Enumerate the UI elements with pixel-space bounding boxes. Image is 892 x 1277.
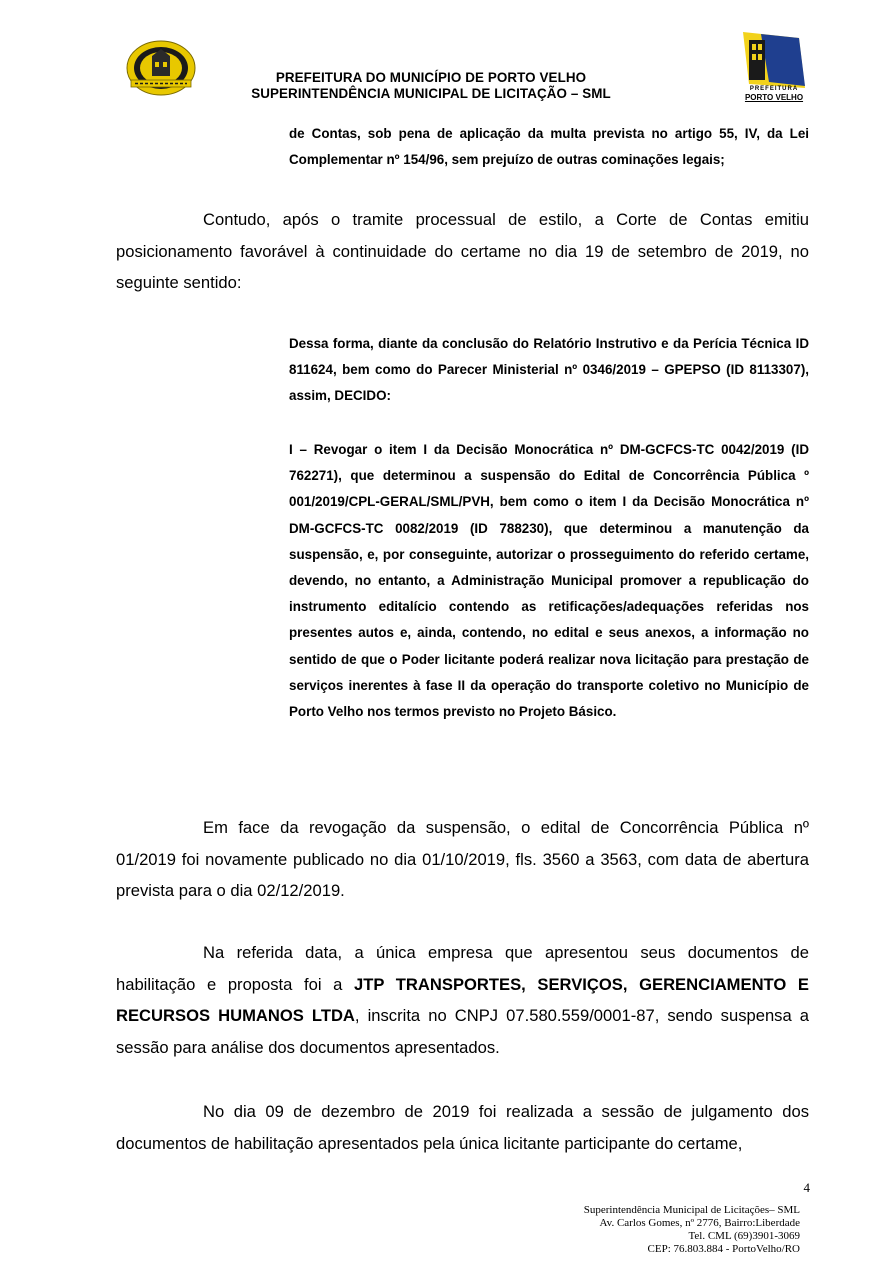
footer-address bbox=[480, 1204, 800, 1256]
paragraph-na-referida-text bbox=[116, 937, 809, 1063]
quote-dessa-forma-text: Dessa forma, diante da conclusão do Relatório Instrutivo e da Perícia Técnica ID 811624, bem como do Parecer Ministerial nº 0346/2019 – GPEPSO (ID 8113307), assim, DECIDO: bbox=[289, 336, 809, 404]
paragraph-em-face-text: Em face da revogação da suspensão, o edital de Concorrência Pública nº 01/2019 foi novamente publicado no dia 01/10/2019, fls. 3560 a 3563, com data de abertura prevista para o dia 02/12/2019. bbox=[116, 818, 809, 900]
paragraph-na-referida-after: , inscrita no CNPJ 07.580.559/0001-87, sendo suspensa a sessão para análise dos documentos apresentados. bbox=[116, 1006, 809, 1057]
footer-line-cep: CEP: 76.803.884 - PortoVelho/RO bbox=[647, 1243, 800, 1255]
company-name: JTP TRANSPORTES, SERVIÇOS, GERENCIAMENTO E RECURSOS HUMANOS LTDA bbox=[116, 974, 809, 1025]
quote-dessa-forma bbox=[289, 331, 809, 410]
paragraph-contudo bbox=[116, 204, 809, 299]
quote-continuation-text: de Contas, sob pena de aplicação da multa prevista no artigo 55, IV, da Lei Complementar nº 154/96, sem prejuízo de outras cominações legais; bbox=[289, 126, 809, 168]
paragraph-no-dia bbox=[116, 1096, 809, 1159]
logo-caption-top: PREFEITURA bbox=[749, 86, 799, 92]
quote-revogar bbox=[289, 437, 809, 725]
document-header bbox=[0, 70, 892, 102]
footer-line-address: Av. Carlos Gomes, nº 2776, Bairro:Liberdade bbox=[599, 1217, 800, 1229]
header-title-sml: SUPERINTENDÊNCIA MUNICIPAL DE LICITAÇÃO – SML bbox=[251, 86, 611, 101]
quote-continuation bbox=[289, 121, 809, 173]
paragraph-na-referida bbox=[116, 937, 809, 1063]
logo-caption-bottom: PORTO VELHO bbox=[744, 93, 804, 102]
header-title-prefeitura: PREFEITURA DO MUNICÍPIO DE PORTO VELHO bbox=[275, 70, 587, 85]
quote-revogar-text: I – Revogar o item I da Decisão Monocrática nº DM-GCFCS-TC 0042/2019 (ID 762271), que determinou a suspensão do Edital de Concorrência Pública º 001/2019/CPL-GERAL/SML/PVH, bem como o item I da Decisão Monocrática nº DM-GCFCS-TC 0082/2019 (ID 788230), que determinou a manutenção da suspensão, e, por conseguinte, autorizar o prosseguimento do referido certame, devendo, no entanto, a Administração Municipal promover a republicação do instrumento editalício contendo as retificações/adequações referidas nos presentes autos e, ainda, contendo, no edital e seus anexos, a informação no sentido de que o Poder licitante poderá realizar nova licitação para prestação de serviços inerentes à fase II da operação do transporte coletivo no Município de Porto Velho nos termos previsto no Projeto Básico. bbox=[289, 442, 809, 720]
page-number: 4 bbox=[803, 1180, 810, 1195]
paragraph-em-face bbox=[116, 812, 809, 907]
paragraph-na-referida-before: Na referida data, a única empresa que apresentou seus documentos de habilitação e proposta foi a bbox=[116, 943, 809, 994]
footer-line-phone: Tel. CML (69)3901-3069 bbox=[688, 1230, 800, 1242]
paragraph-no-dia-text: No dia 09 de dezembro de 2019 foi realizada a sessão de julgamento dos documentos de habilitação apresentados pela única licitante participante do certame, bbox=[116, 1102, 809, 1153]
footer-line-institution: Superintendência Municipal de Licitações– SML bbox=[583, 1204, 800, 1216]
paragraph-contudo-text: Contudo, após o tramite processual de estilo, a Corte de Contas emitiu posicionamento favorável à continuidade do certame no dia 19 de setembro de 2019, no seguinte sentido: bbox=[116, 210, 809, 292]
